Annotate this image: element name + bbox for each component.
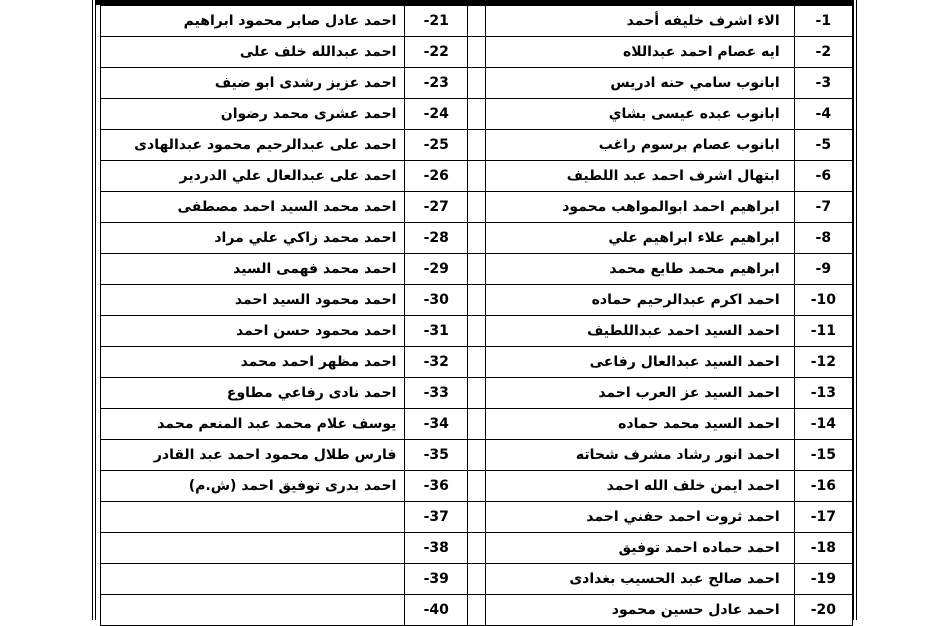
- student-name: ابانوب عبده عيسى بشاي: [486, 99, 795, 130]
- column-divider: [468, 316, 486, 347]
- row-number: -33: [405, 378, 468, 409]
- table-row: [101, 6, 853, 37]
- row-number: -26: [405, 161, 468, 192]
- table-row: [101, 502, 853, 533]
- student-name: [101, 564, 405, 595]
- row-number: -35: [405, 440, 468, 471]
- column-divider: [468, 595, 486, 626]
- student-name: فارس طلال محمود احمد عبد القادر: [101, 440, 405, 471]
- student-name: احمد عشرى محمد رضوان: [101, 99, 405, 130]
- student-name: احمد محمد زاكي علي مراد: [101, 223, 405, 254]
- student-name: ابراهيم محمد طايع محمد: [486, 254, 795, 285]
- row-number: -19: [794, 564, 852, 595]
- row-number: -10: [794, 285, 852, 316]
- row-number: -14: [794, 409, 852, 440]
- student-name: ابراهيم احمد ابوالمواهب محمود: [486, 192, 795, 223]
- student-name: ابانوب سامي حنه ادريس: [486, 68, 795, 99]
- row-number: -25: [405, 130, 468, 161]
- column-divider: [468, 409, 486, 440]
- table-row: [101, 254, 853, 285]
- table-row: [101, 130, 853, 161]
- table-row: [101, 595, 853, 626]
- table-row: [101, 161, 853, 192]
- student-name: احمد السيد عبدالعال رفاعى: [486, 347, 795, 378]
- student-name: احمد حماده احمد توفيق: [486, 533, 795, 564]
- column-divider: [468, 99, 486, 130]
- roster-table-body: [101, 6, 853, 626]
- student-name: ايه عصام احمد عبداللاه: [486, 37, 795, 68]
- column-divider: [468, 254, 486, 285]
- column-divider: [468, 6, 486, 37]
- column-divider: [468, 378, 486, 409]
- student-name: احمد السيد احمد عبداللطيف: [486, 316, 795, 347]
- row-number: -28: [405, 223, 468, 254]
- student-name: [101, 502, 405, 533]
- column-divider: [468, 471, 486, 502]
- student-name: احمد اكرم عبدالرحيم حماده: [486, 285, 795, 316]
- row-number: -15: [794, 440, 852, 471]
- student-name: احمد محمد فهمى السيد: [101, 254, 405, 285]
- row-number: -27: [405, 192, 468, 223]
- student-name: احمد بدرى توفيق احمد (ش.م): [101, 471, 405, 502]
- row-number: -16: [794, 471, 852, 502]
- row-number: -13: [794, 378, 852, 409]
- table-row: [101, 192, 853, 223]
- roster-sheet: [92, 0, 857, 620]
- row-number: -29: [405, 254, 468, 285]
- row-number: -6: [794, 161, 852, 192]
- row-number: -3: [794, 68, 852, 99]
- student-name: [101, 533, 405, 564]
- table-row: [101, 68, 853, 99]
- column-divider: [468, 502, 486, 533]
- row-number: -20: [794, 595, 852, 626]
- row-number: -38: [405, 533, 468, 564]
- table-row: [101, 409, 853, 440]
- column-divider: [468, 440, 486, 471]
- row-number: -24: [405, 99, 468, 130]
- table-row: [101, 285, 853, 316]
- column-divider: [468, 68, 486, 99]
- row-number: -11: [794, 316, 852, 347]
- table-row: [101, 533, 853, 564]
- column-divider: [468, 564, 486, 595]
- row-number: -18: [794, 533, 852, 564]
- row-number: -12: [794, 347, 852, 378]
- row-number: -7: [794, 192, 852, 223]
- student-name: احمد عادل صابر محمود ابراهيم: [101, 6, 405, 37]
- student-name: احمد نادى رفاعي مطاوع: [101, 378, 405, 409]
- student-name: احمد ثروت احمد حفني احمد: [486, 502, 795, 533]
- row-number: -4: [794, 99, 852, 130]
- student-name: يوسف علام محمد عبد المنعم محمد: [101, 409, 405, 440]
- row-number: -1: [794, 6, 852, 37]
- column-divider: [468, 37, 486, 68]
- row-number: -37: [405, 502, 468, 533]
- table-row: [101, 471, 853, 502]
- student-name: احمد عزيز رشدى ابو ضيف: [101, 68, 405, 99]
- row-number: -21: [405, 6, 468, 37]
- column-divider: [468, 161, 486, 192]
- student-name: ابراهيم علاء ابراهيم علي: [486, 223, 795, 254]
- student-name: احمد ايمن خلف الله احمد: [486, 471, 795, 502]
- student-name: ابتهال اشرف احمد عبد اللطيف: [486, 161, 795, 192]
- student-name: [101, 595, 405, 626]
- student-name: احمد انور رشاد مشرف شحاته: [486, 440, 795, 471]
- student-name: الاء اشرف خليفه أحمد: [486, 6, 795, 37]
- row-number: -36: [405, 471, 468, 502]
- student-name: احمد عبدالله خلف على: [101, 37, 405, 68]
- row-number: -22: [405, 37, 468, 68]
- table-row: [101, 316, 853, 347]
- row-number: -34: [405, 409, 468, 440]
- student-name: احمد السيد محمد حماده: [486, 409, 795, 440]
- table-row: [101, 440, 853, 471]
- table-row: [101, 99, 853, 130]
- student-roster-table: [100, 5, 853, 626]
- column-divider: [468, 130, 486, 161]
- row-number: -31: [405, 316, 468, 347]
- table-row: [101, 37, 853, 68]
- student-name: احمد عادل حسين محمود: [486, 595, 795, 626]
- student-name: ابانوب عصام برسوم راغب: [486, 130, 795, 161]
- student-name: احمد صالح عبد الحسيب بغدادى: [486, 564, 795, 595]
- row-number: -5: [794, 130, 852, 161]
- row-number: -2: [794, 37, 852, 68]
- row-number: -39: [405, 564, 468, 595]
- table-row: [101, 564, 853, 595]
- row-number: -23: [405, 68, 468, 99]
- column-divider: [468, 533, 486, 564]
- table-row: [101, 347, 853, 378]
- column-divider: [468, 223, 486, 254]
- table-row: [101, 223, 853, 254]
- table-row: [101, 378, 853, 409]
- student-name: احمد محمود السيد احمد: [101, 285, 405, 316]
- column-divider: [468, 347, 486, 378]
- student-name: احمد على عبدالرحيم محمود عبدالهادى: [101, 130, 405, 161]
- column-divider: [468, 285, 486, 316]
- row-number: -30: [405, 285, 468, 316]
- student-name: احمد محمد السيد احمد مصطفى: [101, 192, 405, 223]
- row-number: -17: [794, 502, 852, 533]
- student-name: احمد مظهر احمد محمد: [101, 347, 405, 378]
- row-number: -9: [794, 254, 852, 285]
- row-number: -8: [794, 223, 852, 254]
- column-divider: [468, 192, 486, 223]
- student-name: احمد محمود حسن احمد: [101, 316, 405, 347]
- student-name: احمد على عبدالعال علي الدردير: [101, 161, 405, 192]
- student-name: احمد السيد عز العرب احمد: [486, 378, 795, 409]
- row-number: -32: [405, 347, 468, 378]
- row-number: -40: [405, 595, 468, 626]
